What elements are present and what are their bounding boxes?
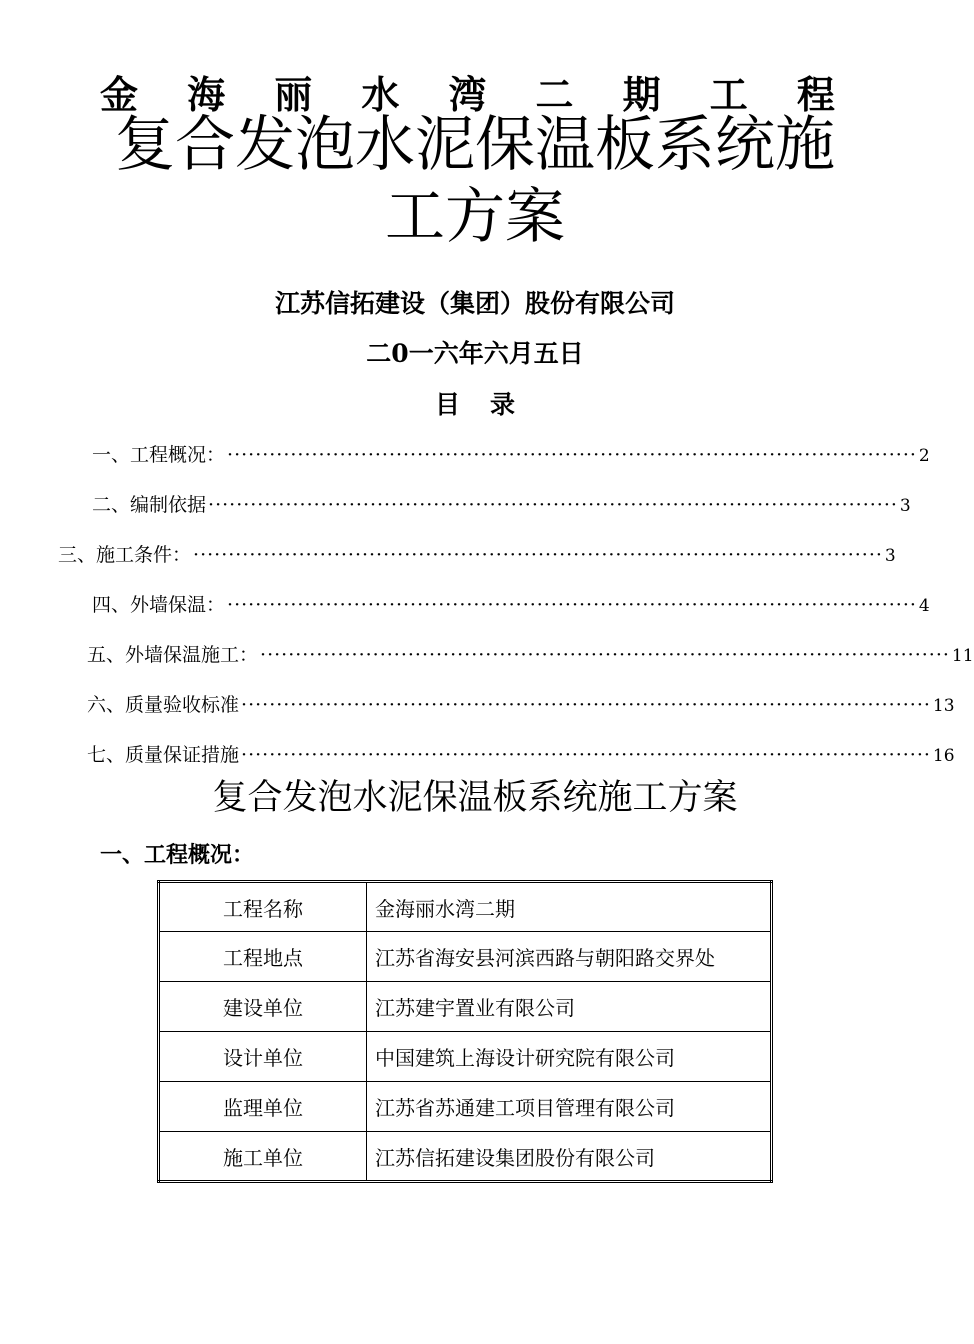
table-row [159, 882, 772, 932]
toc-item-label: 编制依据 [130, 494, 207, 516]
toc-item[interactable] [92, 440, 930, 470]
table-row [159, 982, 772, 1032]
document-date: 二0一六年六月五日 [366, 339, 584, 368]
project-overview-table [157, 880, 773, 1183]
main-title-line-1: 复合发泡水泥保温板系统施 [115, 110, 835, 180]
table-cell-label: 设计单位 [159, 1032, 367, 1082]
toc-leader-dots: ·································································································· [227, 444, 917, 466]
toc-item[interactable] [87, 740, 955, 770]
table-cell-label: 建设单位 [159, 982, 367, 1032]
toc-item[interactable] [58, 540, 896, 570]
table-cell-value: 江苏省海安县河滨西路与朝阳路交界处 [367, 932, 772, 982]
table-cell-value: 江苏省苏通建工项目管理有限公司 [367, 1082, 772, 1132]
table-row [159, 1132, 772, 1182]
toc-item-label: 外墙保温施工： [125, 644, 259, 666]
toc-leader-dots: ·································································································· [227, 594, 917, 616]
toc-item-label: 质量验收标准 [125, 694, 240, 716]
project-char: 二 [535, 72, 574, 117]
table-cell-value: 金海丽水湾二期 [367, 882, 772, 932]
toc-item-page: 3 [884, 546, 896, 566]
table-row [159, 932, 772, 982]
project-char: 程 [796, 72, 835, 117]
table-cell-label: 监理单位 [159, 1082, 367, 1132]
toc-item-number: 六、 [87, 694, 126, 716]
toc-item-page: 2 [918, 446, 930, 466]
toc-heading: 目录 [434, 390, 545, 419]
toc-item-label: 工程概况： [130, 444, 226, 466]
table-cell-value: 江苏信拓建设集团股份有限公司 [367, 1132, 772, 1182]
toc-item-page: 16 [932, 746, 955, 766]
table-cell-label: 施工单位 [159, 1132, 367, 1182]
toc-item-number: 七、 [87, 744, 126, 766]
toc-leader-dots: ·································································································· [241, 694, 931, 716]
toc-leader-dots: ·································································································· [193, 544, 883, 566]
table-cell-value: 江苏建宇置业有限公司 [367, 982, 772, 1032]
toc-item-label: 质量保证措施 [125, 744, 240, 766]
toc-item-label: 外墙保温： [130, 594, 226, 616]
toc-item[interactable] [87, 690, 955, 720]
table-row [159, 1032, 772, 1082]
table-cell-label: 工程地点 [159, 932, 367, 982]
toc-item-page: 11 [951, 646, 974, 666]
toc-leader-dots: ·································································································· [241, 744, 931, 766]
project-char: 丽 [274, 72, 313, 117]
toc-item-page: 3 [899, 496, 911, 516]
section-heading: 一、工程概况： [100, 842, 255, 868]
toc-item[interactable] [92, 490, 911, 520]
toc-item[interactable] [87, 640, 974, 670]
toc-item-page: 13 [932, 696, 955, 716]
toc-item-label: 施工条件： [96, 544, 192, 566]
company-name: 江苏信拓建设（集团）股份有限公司 [274, 289, 675, 318]
toc-item-number: 五、 [87, 644, 126, 666]
toc-leader-dots: ·································································································· [208, 494, 898, 516]
document-title: 复合发泡水泥保温板系统施工方案 [212, 778, 738, 818]
project-char: 水 [361, 72, 400, 117]
toc-item-page: 4 [918, 596, 930, 616]
table-cell-label: 工程名称 [159, 882, 367, 932]
project-char: 期 [622, 72, 661, 117]
toc-item-number: 三、 [58, 544, 97, 566]
project-char: 海 [187, 72, 226, 117]
project-char: 金 [100, 72, 139, 117]
table-row [159, 1082, 772, 1132]
toc-item-number: 一、 [92, 444, 131, 466]
project-char: 湾 [448, 72, 487, 117]
main-title-line-2: 工方案 [385, 182, 565, 252]
table-cell-value: 中国建筑上海设计研究院有限公司 [367, 1032, 772, 1082]
toc-item-number: 四、 [92, 594, 131, 616]
toc-item-number: 二、 [92, 494, 131, 516]
toc-item[interactable] [92, 590, 930, 620]
toc-leader-dots: ·································································································· [260, 644, 950, 666]
project-char: 工 [709, 72, 748, 117]
